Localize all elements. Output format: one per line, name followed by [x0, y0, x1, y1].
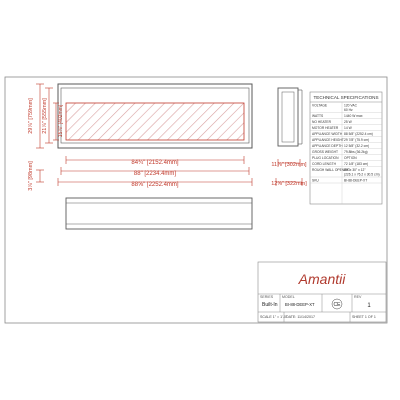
spec-label: MOTOR HEATER — [312, 125, 339, 130]
spec-label: APPLIANCE HEIGHT — [312, 137, 344, 142]
spec-title: TECHNICAL SPECIFICATIONS — [313, 95, 379, 100]
rev-label: REV — [354, 295, 362, 299]
scale-text: SCALE 1" = 1'-0" — [260, 315, 288, 319]
model-label: MODEL — [282, 295, 295, 299]
spec-table — [310, 92, 382, 204]
spec-label: PLUG LOCATION — [312, 155, 339, 160]
spec-value: 120 VAC — [344, 103, 357, 108]
dim-bottom-overall: 88⅝" [2252.4mm] — [131, 182, 179, 188]
spec-value: 29 7/8" (75.9 cm) — [344, 137, 370, 142]
series-label: SERIES — [260, 295, 274, 299]
dim-left-glass: 15⅞" [402mm] — [58, 104, 64, 138]
spec-value: 72 1/8" (183 cm) — [344, 161, 369, 166]
date-text: DATE: 11/14/2017 — [286, 315, 316, 319]
spec-label: APPLIANCE WIDTH — [312, 131, 343, 136]
dim-left-inner: 21⅞" [555mm] — [42, 98, 48, 134]
spec-label: VOLTAGE — [312, 103, 328, 108]
dim-left-overall: 29⅞" [759mm] — [28, 98, 34, 134]
title-block — [258, 262, 386, 322]
rev-value: 1 — [367, 303, 371, 309]
spec-label: GROSS WEIGHT — [312, 149, 339, 154]
model-value: BI-88-DEEP-XT — [285, 302, 315, 307]
spec-value: 25 W — [344, 119, 352, 124]
series-value: Built-In — [262, 302, 278, 308]
spec-value: 88 5/8" (2252.4 cm) — [344, 131, 373, 136]
spec-label: ROUGH WALL OPENING — [312, 167, 351, 172]
sheet-text: SHEET 1 OF 1 — [352, 315, 376, 319]
spec-value: OPTION — [344, 155, 357, 160]
dim-bottom-frame: 88" [2234.4mm] — [133, 171, 177, 177]
cert-mark: CE — [333, 302, 341, 308]
spec-value: 14 W — [344, 125, 352, 130]
spec-label: APPLIANCE DEPTH — [312, 143, 343, 148]
dim-left-bottom: 3⅞" [98mm] — [28, 161, 34, 191]
spec-value: BI-88-DEEP-XT — [344, 178, 368, 183]
spec-value: 1440 W max — [344, 113, 363, 118]
dim-bottom-glass: 84¾" [2152.4mm] — [131, 160, 179, 166]
spec-value: (226.1 x 76.2 x 30.5 cm) — [344, 172, 380, 177]
spec-label: CORD LENGTH — [312, 161, 336, 166]
brand-logo: Amantii — [298, 271, 346, 287]
spec-value: 89" x 30" x 12" — [344, 167, 366, 172]
spec-value: 79.8lbs (36.2kg) — [344, 149, 368, 154]
spec-label: SKU — [312, 178, 319, 183]
glass-hatched-area — [66, 103, 244, 140]
spec-label: NO HEATER — [312, 119, 331, 124]
dim-side-depth: 11⅞" [302mm] — [271, 162, 307, 168]
dim-side-base: 12⅝" [322mm] — [271, 181, 307, 187]
spec-value: 12 5/8" (32.2 cm) — [344, 143, 370, 148]
spec-label: WATTS — [312, 113, 324, 118]
spec-value: 60 Hz — [344, 107, 353, 112]
